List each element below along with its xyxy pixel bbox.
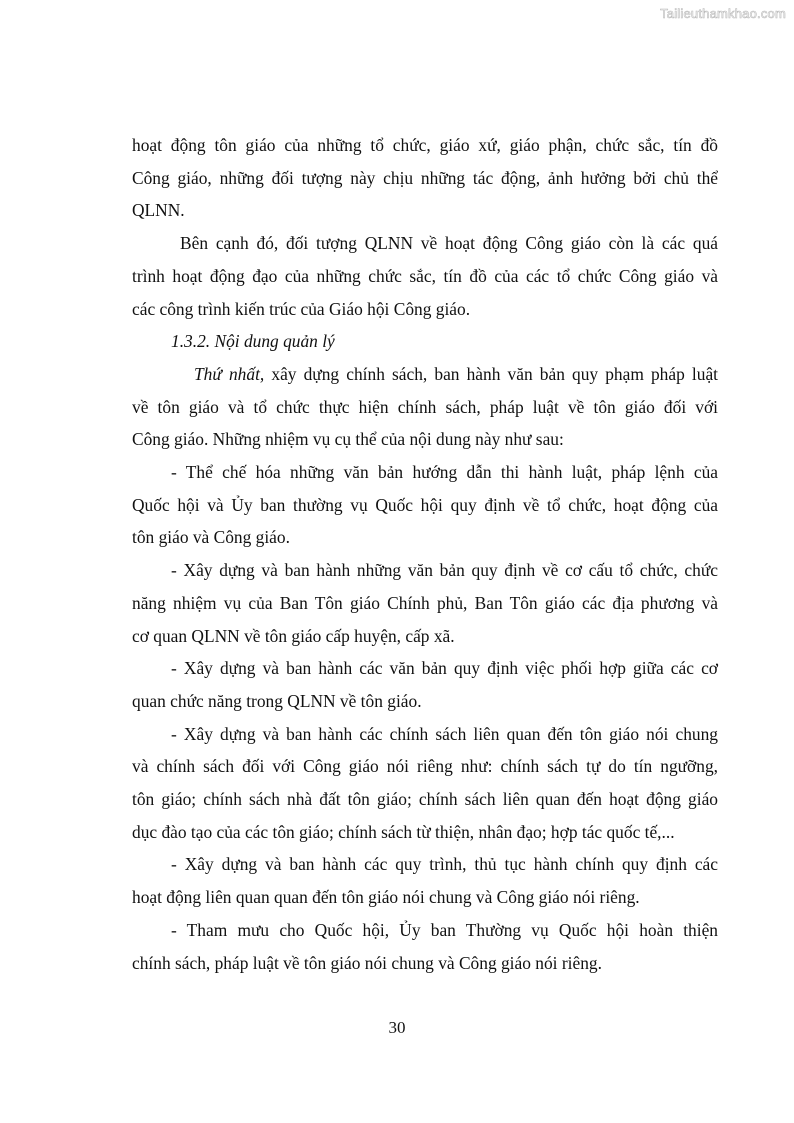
paragraph	[132, 718, 718, 849]
paragraph	[132, 914, 718, 979]
text-line: tôn giáo; chính sách nhà đất tôn giáo; chính sách liên quan đến hoạt động giáo	[132, 789, 718, 810]
text-fragment: xây dựng chính sách, ban hành văn bản quy phạm pháp luật	[264, 363, 718, 384]
paragraph	[132, 848, 718, 913]
text-line: hoạt động tôn giáo của những tổ chức, giáo xứ, giáo phận, chức sắc, tín đồ	[132, 135, 718, 155]
text-line: - Thể chế hóa những văn bản hướng dẫn thi hành luật, pháp lệnh của	[171, 462, 718, 483]
text-line: tôn giáo và Công giáo.	[132, 527, 290, 548]
paragraph	[132, 456, 718, 554]
text-line: Quốc hội và Ủy ban thường vụ Quốc hội quy định về tổ chức, hoạt động của	[132, 494, 718, 515]
text-line: Bên cạnh đó, đối tượng QLNN về hoạt động Công giáo còn là các quá	[180, 233, 718, 254]
text-line: Công giáo. Những nhiệm vụ cụ thể của nội dung này như sau:	[132, 429, 564, 450]
text-line: dục đào tạo của các tôn giáo; chính sách từ thiện, nhân đạo; hợp tác quốc tế,...	[132, 821, 675, 842]
page-body	[132, 129, 718, 979]
text-line	[132, 358, 718, 391]
text-line: trình hoạt động đạo của những chức sắc, tín đồ của các tổ chức Công giáo và	[132, 265, 718, 286]
text-line: - Xây dựng và ban hành các chính sách liên quan đến tôn giáo nói chung	[171, 723, 718, 744]
text-line: hoạt động liên quan quan đến tôn giáo nói chung và Công giáo nói riêng.	[132, 887, 640, 908]
text-line: về tôn giáo và tổ chức thực hiện chính sách, pháp luật về tôn giáo đối với	[132, 396, 718, 417]
text-line: năng nhiệm vụ của Ban Tôn giáo Chính phủ, Ban Tôn giáo các địa phương và	[132, 592, 718, 613]
paragraph	[132, 358, 718, 456]
text-line: và chính sách đối với Công giáo nói riêng như: chính sách tự do tín ngưỡng,	[132, 756, 718, 777]
text-line: cơ quan QLNN về tôn giáo cấp huyện, cấp xã.	[132, 625, 455, 646]
text-line: - Xây dựng và ban hành các văn bản quy định việc phối hợp giữa các cơ	[171, 658, 718, 679]
paragraph	[132, 227, 718, 325]
page-number: 30	[388, 1018, 406, 1037]
text-line: các công trình kiến trúc của Giáo hội Công giáo.	[132, 298, 471, 319]
section-heading-text: 1.3.2. Nội dung quản lý	[171, 331, 335, 352]
paragraph	[132, 129, 718, 227]
lead-phrase: Thứ nhất,	[194, 363, 265, 384]
text-line: chính sách, pháp luật về tôn giáo nói chung và Công giáo nói riêng.	[132, 952, 602, 973]
paragraph	[132, 554, 718, 652]
section-heading	[132, 325, 718, 358]
text-line: Công giáo, những đối tượng này chịu những tác động, ảnh hưởng bởi chủ thể	[132, 167, 718, 188]
watermark: Tailieuthamkhao.com	[660, 6, 786, 21]
paragraph	[132, 652, 718, 717]
text-line: quan chức năng trong QLNN về tôn giáo.	[132, 690, 422, 711]
text-line: QLNN.	[132, 200, 185, 221]
text-line: - Xây dựng và ban hành những văn bản quy định về cơ cấu tổ chức, chức	[171, 560, 718, 581]
text-line: - Tham mưu cho Quốc hội, Ủy ban Thường vụ Quốc hội hoàn thiện	[171, 919, 718, 940]
text-line: - Xây dựng và ban hành các quy trình, thủ tục hành chính quy định các	[171, 854, 718, 875]
